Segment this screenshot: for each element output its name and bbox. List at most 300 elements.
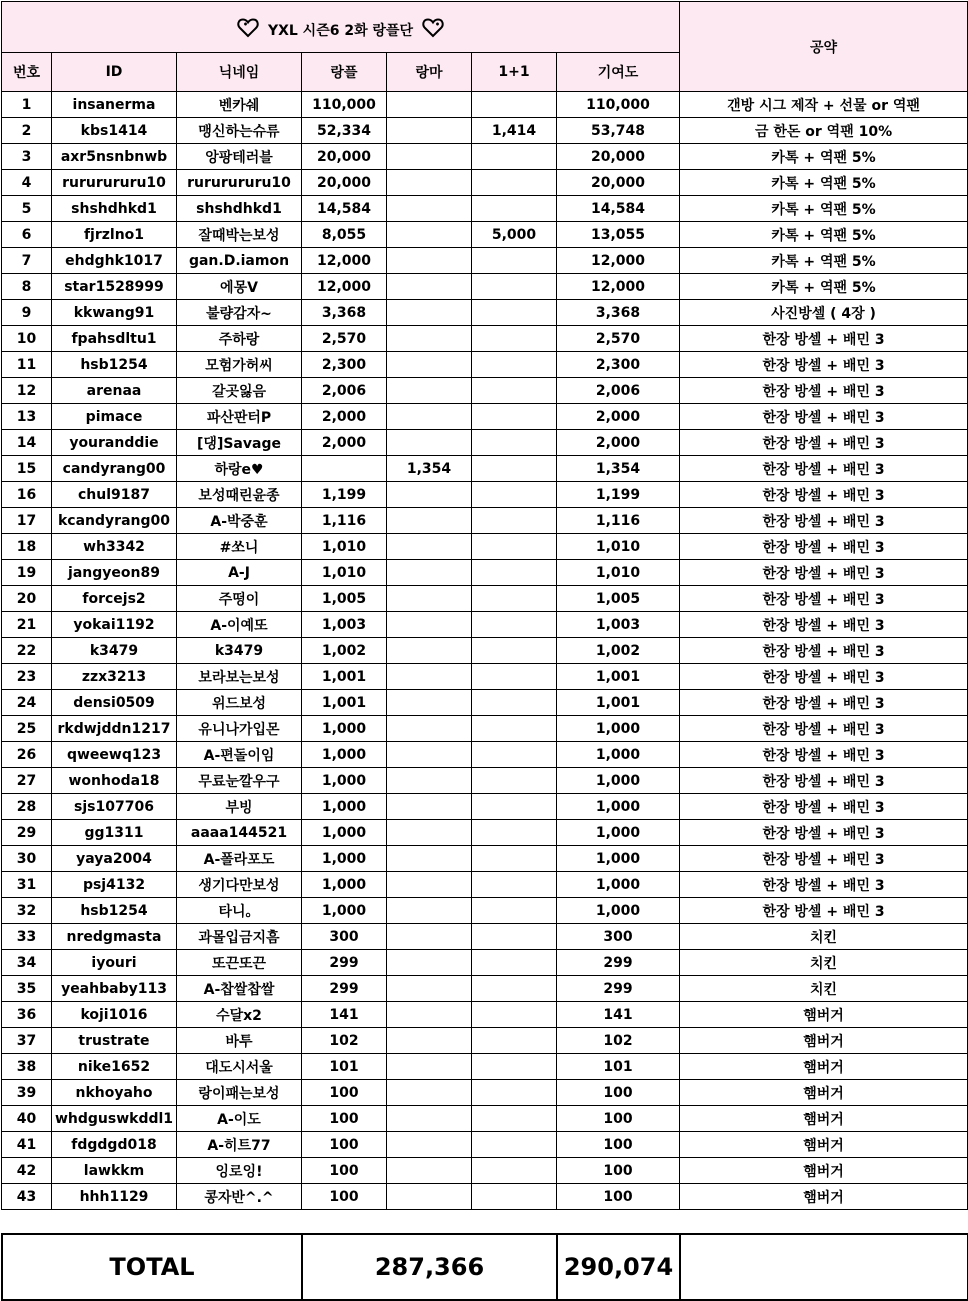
row-pledge: 한장 방셀 + 배민 3 <box>680 820 968 846</box>
row-number: 27 <box>2 768 52 794</box>
row-rangpl: 14,584 <box>302 196 387 222</box>
row-contribution: 100 <box>557 1080 680 1106</box>
row-nickname: A-이예또 <box>177 612 302 638</box>
row-one-plus-one <box>472 300 557 326</box>
row-number: 14 <box>2 430 52 456</box>
row-pledge: 한장 방셀 + 배민 3 <box>680 586 968 612</box>
row-id: kkwang91 <box>52 300 177 326</box>
row-number: 6 <box>2 222 52 248</box>
row-number: 12 <box>2 378 52 404</box>
row-id: hhh1129 <box>52 1184 177 1210</box>
row-contribution: 12,000 <box>557 274 680 300</box>
table-row <box>2 508 968 534</box>
row-number: 13 <box>2 404 52 430</box>
row-contribution: 300 <box>557 924 680 950</box>
row-contribution: 1,000 <box>557 768 680 794</box>
row-id: psj4132 <box>52 872 177 898</box>
table-row <box>2 326 968 352</box>
row-rangpl: 100 <box>302 1132 387 1158</box>
row-rangpl: 110,000 <box>302 92 387 118</box>
table-row <box>2 1080 968 1106</box>
row-number: 3 <box>2 144 52 170</box>
row-rangma <box>387 560 472 586</box>
table-row <box>2 716 968 742</box>
table-row <box>2 586 968 612</box>
row-nickname: 콩자반^.^ <box>177 1184 302 1210</box>
col-header-nickname: 닉네임 <box>177 53 302 92</box>
row-rangma <box>387 586 472 612</box>
col-header-no: 번호 <box>2 53 52 92</box>
table-row <box>2 430 968 456</box>
row-nickname: 위드보성 <box>177 690 302 716</box>
row-id: hsb1254 <box>52 898 177 924</box>
row-rangpl: 1,116 <box>302 508 387 534</box>
row-number: 28 <box>2 794 52 820</box>
row-one-plus-one <box>472 612 557 638</box>
row-one-plus-one <box>472 638 557 664</box>
page-title: YXL 시즌6 2화 랑플단 <box>267 22 414 39</box>
row-rangpl: 299 <box>302 950 387 976</box>
row-number: 32 <box>2 898 52 924</box>
row-one-plus-one <box>472 794 557 820</box>
row-rangpl: 299 <box>302 976 387 1002</box>
row-one-plus-one <box>472 924 557 950</box>
row-number: 8 <box>2 274 52 300</box>
row-rangma <box>387 664 472 690</box>
row-one-plus-one <box>472 742 557 768</box>
row-rangpl: 1,000 <box>302 872 387 898</box>
row-contribution: 20,000 <box>557 170 680 196</box>
row-rangma <box>387 898 472 924</box>
row-one-plus-one <box>472 456 557 482</box>
row-nickname: 유니나가입몬 <box>177 716 302 742</box>
row-rangma <box>387 1002 472 1028</box>
row-nickname: A-박중훈 <box>177 508 302 534</box>
row-rangma <box>387 1158 472 1184</box>
row-rangpl: 2,300 <box>302 352 387 378</box>
row-number: 37 <box>2 1028 52 1054</box>
row-rangpl <box>302 456 387 482</box>
row-one-plus-one <box>472 1184 557 1210</box>
row-nickname: aaaa144521 <box>177 820 302 846</box>
row-rangpl: 141 <box>302 1002 387 1028</box>
row-contribution: 12,000 <box>557 248 680 274</box>
row-nickname: #쏘니 <box>177 534 302 560</box>
row-contribution: 1,000 <box>557 716 680 742</box>
row-one-plus-one <box>472 820 557 846</box>
row-contribution: 53,748 <box>557 118 680 144</box>
row-one-plus-one <box>472 196 557 222</box>
row-number: 41 <box>2 1132 52 1158</box>
row-nickname: 수달x2 <box>177 1002 302 1028</box>
row-id: nkhoyaho <box>52 1080 177 1106</box>
row-pledge: 한장 방셀 + 배민 3 <box>680 768 968 794</box>
row-number: 20 <box>2 586 52 612</box>
row-one-plus-one <box>472 144 557 170</box>
row-pledge: 카톡 + 역팬 5% <box>680 144 968 170</box>
row-rangpl: 8,055 <box>302 222 387 248</box>
row-number: 9 <box>2 300 52 326</box>
row-rangma <box>387 1106 472 1132</box>
row-rangpl: 52,334 <box>302 118 387 144</box>
row-rangpl: 12,000 <box>302 248 387 274</box>
row-rangma <box>387 248 472 274</box>
row-one-plus-one <box>472 950 557 976</box>
row-contribution: 14,584 <box>557 196 680 222</box>
row-nickname: 모험가허씨 <box>177 352 302 378</box>
row-pledge: 한장 방셀 + 배민 3 <box>680 482 968 508</box>
row-rangpl: 1,001 <box>302 690 387 716</box>
row-id: koji1016 <box>52 1002 177 1028</box>
table-row <box>2 352 968 378</box>
row-one-plus-one <box>472 664 557 690</box>
table-row <box>2 170 968 196</box>
row-one-plus-one <box>472 898 557 924</box>
row-nickname: 랑이패는보성 <box>177 1080 302 1106</box>
row-number: 38 <box>2 1054 52 1080</box>
row-rangma <box>387 820 472 846</box>
row-one-plus-one <box>472 404 557 430</box>
table-row <box>2 898 968 924</box>
pledge-header: 공약 <box>680 2 968 92</box>
row-pledge: 사진방셀 ( 4장 ) <box>680 300 968 326</box>
row-one-plus-one <box>472 1106 557 1132</box>
row-pledge: 한장 방셀 + 배민 3 <box>680 560 968 586</box>
row-contribution: 1,003 <box>557 612 680 638</box>
row-contribution: 3,368 <box>557 300 680 326</box>
row-one-plus-one <box>472 352 557 378</box>
col-header-contribution: 기여도 <box>557 53 680 92</box>
row-nickname: 잘때박는보성 <box>177 222 302 248</box>
row-one-plus-one <box>472 690 557 716</box>
row-one-plus-one <box>472 768 557 794</box>
row-pledge: 한장 방셀 + 배민 3 <box>680 872 968 898</box>
row-rangpl: 1,002 <box>302 638 387 664</box>
row-contribution: 1,354 <box>557 456 680 482</box>
row-rangma <box>387 274 472 300</box>
heart-outline-icon <box>236 15 260 39</box>
row-id: arenaa <box>52 378 177 404</box>
row-nickname: 파산판터P <box>177 404 302 430</box>
row-id: nike1652 <box>52 1054 177 1080</box>
table-row <box>2 274 968 300</box>
row-one-plus-one <box>472 586 557 612</box>
row-one-plus-one <box>472 170 557 196</box>
row-id: candyrang00 <box>52 456 177 482</box>
heart-outline-icon <box>421 15 445 39</box>
row-contribution: 1,001 <box>557 690 680 716</box>
col-header-rangma: 랑마 <box>387 53 472 92</box>
row-pledge: 한장 방셀 + 배민 3 <box>680 664 968 690</box>
row-rangma <box>387 924 472 950</box>
row-pledge: 한장 방셀 + 배민 3 <box>680 898 968 924</box>
row-nickname: A-찹쌀찹쌀 <box>177 976 302 1002</box>
row-number: 4 <box>2 170 52 196</box>
table-row <box>2 92 968 118</box>
row-pledge: 한장 방셀 + 배민 3 <box>680 534 968 560</box>
row-nickname: 주하랑 <box>177 326 302 352</box>
row-number: 21 <box>2 612 52 638</box>
row-id: shshdhkd1 <box>52 196 177 222</box>
row-rangpl: 300 <box>302 924 387 950</box>
row-nickname: 무료눈깔우구 <box>177 768 302 794</box>
row-number: 26 <box>2 742 52 768</box>
row-one-plus-one <box>472 1158 557 1184</box>
row-id: chul9187 <box>52 482 177 508</box>
row-nickname: 대도시서울 <box>177 1054 302 1080</box>
row-nickname: 하랑e♥ <box>177 456 302 482</box>
row-id: qweewq123 <box>52 742 177 768</box>
table-row <box>2 1184 968 1210</box>
table-row <box>2 534 968 560</box>
row-rangma <box>387 768 472 794</box>
row-rangpl: 1,000 <box>302 768 387 794</box>
row-pledge: 한장 방셀 + 배민 3 <box>680 846 968 872</box>
row-id: kbs1414 <box>52 118 177 144</box>
row-rangma <box>387 534 472 560</box>
row-contribution: 1,000 <box>557 898 680 924</box>
row-nickname: 맹신하는슈류 <box>177 118 302 144</box>
row-number: 23 <box>2 664 52 690</box>
row-nickname: A-히트77 <box>177 1132 302 1158</box>
row-contribution: 13,055 <box>557 222 680 248</box>
row-number: 11 <box>2 352 52 378</box>
row-nickname: 보성때린윤종 <box>177 482 302 508</box>
row-id: hsb1254 <box>52 352 177 378</box>
row-contribution: 100 <box>557 1132 680 1158</box>
row-one-plus-one <box>472 326 557 352</box>
row-number: 34 <box>2 950 52 976</box>
row-rangma <box>387 976 472 1002</box>
row-nickname: 주떵이 <box>177 586 302 612</box>
row-rangma <box>387 326 472 352</box>
row-one-plus-one <box>472 1002 557 1028</box>
row-pledge: 햄버거 <box>680 1028 968 1054</box>
row-nickname: [댕]Savage <box>177 430 302 456</box>
row-nickname: 에몽V <box>177 274 302 300</box>
row-number: 40 <box>2 1106 52 1132</box>
row-rangma <box>387 300 472 326</box>
row-number: 7 <box>2 248 52 274</box>
row-id: fdgdgd018 <box>52 1132 177 1158</box>
row-contribution: 101 <box>557 1054 680 1080</box>
row-rangpl: 100 <box>302 1158 387 1184</box>
row-pledge: 카톡 + 역팬 5% <box>680 222 968 248</box>
total-contribution-sum: 290,074 <box>557 1234 680 1300</box>
row-contribution: 299 <box>557 950 680 976</box>
row-pledge: 한장 방셀 + 배민 3 <box>680 716 968 742</box>
row-number: 29 <box>2 820 52 846</box>
row-rangma <box>387 846 472 872</box>
row-rangma <box>387 638 472 664</box>
row-rangpl: 1,001 <box>302 664 387 690</box>
row-rangpl: 2,000 <box>302 404 387 430</box>
table-row <box>2 1054 968 1080</box>
row-rangma <box>387 690 472 716</box>
row-nickname: A-편돌이임 <box>177 742 302 768</box>
table-row <box>2 638 968 664</box>
row-rangma <box>387 430 472 456</box>
row-rangpl: 2,006 <box>302 378 387 404</box>
row-contribution: 2,000 <box>557 430 680 456</box>
col-header-id: ID <box>52 53 177 92</box>
table-row <box>2 1002 968 1028</box>
row-one-plus-one <box>472 92 557 118</box>
row-id: k3479 <box>52 638 177 664</box>
row-pledge: 한장 방셀 + 배민 3 <box>680 430 968 456</box>
row-rangma <box>387 118 472 144</box>
row-nickname: 과몰입금지흠 <box>177 924 302 950</box>
row-rangma <box>387 950 472 976</box>
row-number: 22 <box>2 638 52 664</box>
row-rangpl: 1,000 <box>302 716 387 742</box>
row-number: 2 <box>2 118 52 144</box>
row-nickname: 부빙 <box>177 794 302 820</box>
row-nickname: 생기다만보성 <box>177 872 302 898</box>
row-contribution: 100 <box>557 1184 680 1210</box>
row-number: 31 <box>2 872 52 898</box>
row-rangpl: 1,003 <box>302 612 387 638</box>
row-rangpl: 100 <box>302 1106 387 1132</box>
row-pledge: 한장 방셀 + 배민 3 <box>680 378 968 404</box>
row-contribution: 1,002 <box>557 638 680 664</box>
row-rangpl: 12,000 <box>302 274 387 300</box>
row-rangpl: 100 <box>302 1080 387 1106</box>
row-rangma <box>387 1054 472 1080</box>
row-pledge: 한장 방셀 + 배민 3 <box>680 508 968 534</box>
table-row <box>2 560 968 586</box>
row-rangpl: 2,000 <box>302 430 387 456</box>
row-rangpl: 1,000 <box>302 794 387 820</box>
table-row <box>2 196 968 222</box>
row-one-plus-one <box>472 482 557 508</box>
table-row <box>2 378 968 404</box>
table-row <box>2 456 968 482</box>
row-id: nredgmasta <box>52 924 177 950</box>
row-nickname: A-이도 <box>177 1106 302 1132</box>
row-number: 25 <box>2 716 52 742</box>
table-row <box>2 1132 968 1158</box>
row-pledge: 금 한돈 or 역팬 10% <box>680 118 968 144</box>
row-nickname: A-J <box>177 560 302 586</box>
row-rangpl: 3,368 <box>302 300 387 326</box>
table-row <box>2 950 968 976</box>
row-number: 1 <box>2 92 52 118</box>
row-number: 30 <box>2 846 52 872</box>
row-nickname: 보라보는보성 <box>177 664 302 690</box>
row-id: wh3342 <box>52 534 177 560</box>
row-id: forcejs2 <box>52 586 177 612</box>
row-id: insanerma <box>52 92 177 118</box>
row-nickname: 또끈또끈 <box>177 950 302 976</box>
row-one-plus-one: 1,414 <box>472 118 557 144</box>
total-rangpl-sum: 287,366 <box>302 1234 557 1300</box>
total-empty-cell <box>680 1234 968 1300</box>
row-rangma <box>387 482 472 508</box>
row-rangpl: 1,005 <box>302 586 387 612</box>
table-row <box>2 924 968 950</box>
row-contribution: 100 <box>557 1106 680 1132</box>
row-one-plus-one <box>472 716 557 742</box>
row-rangma <box>387 872 472 898</box>
row-id: sjs107706 <box>52 794 177 820</box>
row-one-plus-one <box>472 1028 557 1054</box>
table-row <box>2 872 968 898</box>
row-rangpl: 20,000 <box>302 170 387 196</box>
row-id: kcandyrang00 <box>52 508 177 534</box>
row-rangma <box>387 378 472 404</box>
row-pledge: 햄버거 <box>680 1132 968 1158</box>
row-rangma <box>387 92 472 118</box>
table-row <box>2 1158 968 1184</box>
row-number: 5 <box>2 196 52 222</box>
row-rangpl: 1,000 <box>302 742 387 768</box>
row-id: trustrate <box>52 1028 177 1054</box>
row-contribution: 1,000 <box>557 872 680 898</box>
row-id: yaya2004 <box>52 846 177 872</box>
row-number: 36 <box>2 1002 52 1028</box>
title-cell <box>2 2 680 53</box>
row-rangpl: 1,000 <box>302 820 387 846</box>
row-rangpl: 20,000 <box>302 144 387 170</box>
row-contribution: 110,000 <box>557 92 680 118</box>
row-rangma <box>387 404 472 430</box>
row-pledge: 카톡 + 역팬 5% <box>680 274 968 300</box>
row-number: 18 <box>2 534 52 560</box>
row-one-plus-one <box>472 508 557 534</box>
row-nickname: 갈곳잃음 <box>177 378 302 404</box>
row-nickname: 잉로잉! <box>177 1158 302 1184</box>
row-id: rkdwjddn1217 <box>52 716 177 742</box>
row-number: 10 <box>2 326 52 352</box>
row-id: yeahbaby113 <box>52 976 177 1002</box>
row-contribution: 299 <box>557 976 680 1002</box>
row-nickname: k3479 <box>177 638 302 664</box>
row-pledge: 카톡 + 역팬 5% <box>680 196 968 222</box>
row-number: 19 <box>2 560 52 586</box>
col-header-one-plus-one: 1+1 <box>472 53 557 92</box>
total-label: TOTAL <box>2 1234 302 1300</box>
row-one-plus-one: 5,000 <box>472 222 557 248</box>
row-id: fjrzlno1 <box>52 222 177 248</box>
row-rangma <box>387 222 472 248</box>
row-id: zzx3213 <box>52 664 177 690</box>
row-one-plus-one <box>472 976 557 1002</box>
table-row <box>2 820 968 846</box>
row-rangma <box>387 1080 472 1106</box>
row-number: 33 <box>2 924 52 950</box>
row-contribution: 1,001 <box>557 664 680 690</box>
row-pledge: 한장 방셀 + 배민 3 <box>680 326 968 352</box>
row-pledge: 치킨 <box>680 950 968 976</box>
row-contribution: 1,010 <box>557 560 680 586</box>
row-id: whdguswkddl1 <box>52 1106 177 1132</box>
row-rangma <box>387 1028 472 1054</box>
row-id: rururururu10 <box>52 170 177 196</box>
row-rangpl: 1,010 <box>302 560 387 586</box>
row-number: 43 <box>2 1184 52 1210</box>
row-nickname: 불량감자~ <box>177 300 302 326</box>
row-id: wonhoda18 <box>52 768 177 794</box>
row-rangma: 1,354 <box>387 456 472 482</box>
row-number: 15 <box>2 456 52 482</box>
row-pledge: 햄버거 <box>680 1002 968 1028</box>
row-contribution: 1,000 <box>557 742 680 768</box>
row-id: pimace <box>52 404 177 430</box>
row-rangpl: 2,570 <box>302 326 387 352</box>
row-rangma <box>387 170 472 196</box>
row-pledge: 한장 방셀 + 배민 3 <box>680 456 968 482</box>
